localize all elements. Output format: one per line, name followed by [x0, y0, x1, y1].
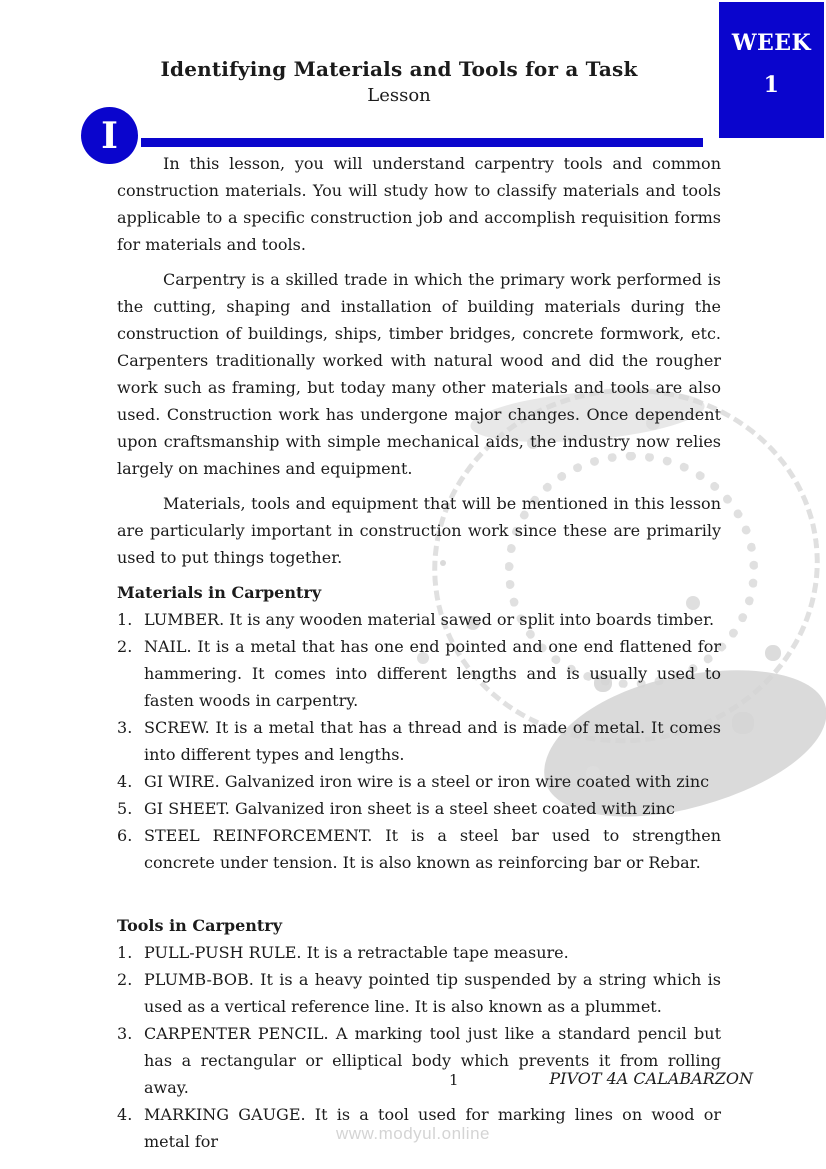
list-item: CARPENTER PENCIL. A marking tool just like a standard pencil but has a rectangular or elliptical body which prevents it from rolling away. [144, 1024, 721, 1097]
list-item: PLUMB-BOB. It is a heavy pointed tip suspended by a string which is used as a vertical reference line. It is also known as a plummet. [144, 970, 721, 1016]
lesson-header [75, 56, 723, 109]
list-item: STEEL REINFORCEMENT. It is a steel bar used to strengthen concrete under tension. It is also known as reinforcing bar or Rebar. [144, 826, 721, 872]
list-item: NAIL. It is a metal that has one end pointed and one end flattened for hammering. It comes into different lengths and is usually used to fasten woods in carpentry. [144, 637, 721, 710]
week-badge [719, 2, 824, 138]
brand-footer: PIVOT 4A CALABARZON [549, 1069, 753, 1088]
website-watermark: www.modyul.online [335, 1124, 490, 1143]
materials-heading: Materials in Carpentry [117, 583, 322, 602]
list-item: SCREW. It is a metal that has a thread and is made of metal. It comes into different types and lengths. [144, 718, 721, 764]
week-badge-number: 1 [763, 72, 780, 98]
list-item: MARKING GAUGE. It is a tool used for marking lines on wood or metal for [144, 1105, 721, 1151]
lesson-body [117, 150, 721, 1155]
week-badge-label: WEEK [731, 30, 812, 56]
page-number: 1 [449, 1071, 459, 1089]
title-rule-bar [141, 138, 703, 147]
tools-list [117, 939, 721, 1155]
section-i-letter: I [101, 114, 118, 157]
list-item: PULL-PUSH RULE. It is a retractable tape measure. [144, 943, 569, 962]
intro-paragraph: In this lesson, you will understand carpentry tools and common construction materials. You will study how to classify materials and tools applicable to a specific construction job and accomplish requisition forms for materials and tools. [117, 154, 721, 254]
list-item: GI SHEET. Galvanized iron sheet is a steel sheet coated with zinc [144, 799, 675, 818]
intro-paragraph: Carpentry is a skilled trade in which the primary work performed is the cutting, shaping and installation of building materials during the construction of buildings, ships, timber bridges, concrete formwork, etc. Carpenters traditionally worked with natural wood and did the rougher work such as framing, but today many other materials and tools are also used. Construction work has undergone major changes. Once dependent upon craftsmanship with simple mechanical aids, the industry now relies largely on machines and equipment. [117, 270, 721, 478]
page-subtitle: Lesson [367, 85, 431, 106]
tools-heading: Tools in Carpentry [117, 916, 282, 935]
list-item: GI WIRE. Galvanized iron wire is a steel or iron wire coated with zinc [144, 772, 710, 791]
intro-paragraph: Materials, tools and equipment that will be mentioned in this lesson are particularly important in construction work since these are primarily used to put things together. [117, 494, 721, 567]
materials-list [117, 606, 721, 876]
section-i-marker [81, 107, 138, 164]
list-item: LUMBER. It is any wooden material sawed or split into boards timber. [144, 610, 715, 629]
page-title: Identifying Materials and Tools for a Task [160, 57, 638, 81]
